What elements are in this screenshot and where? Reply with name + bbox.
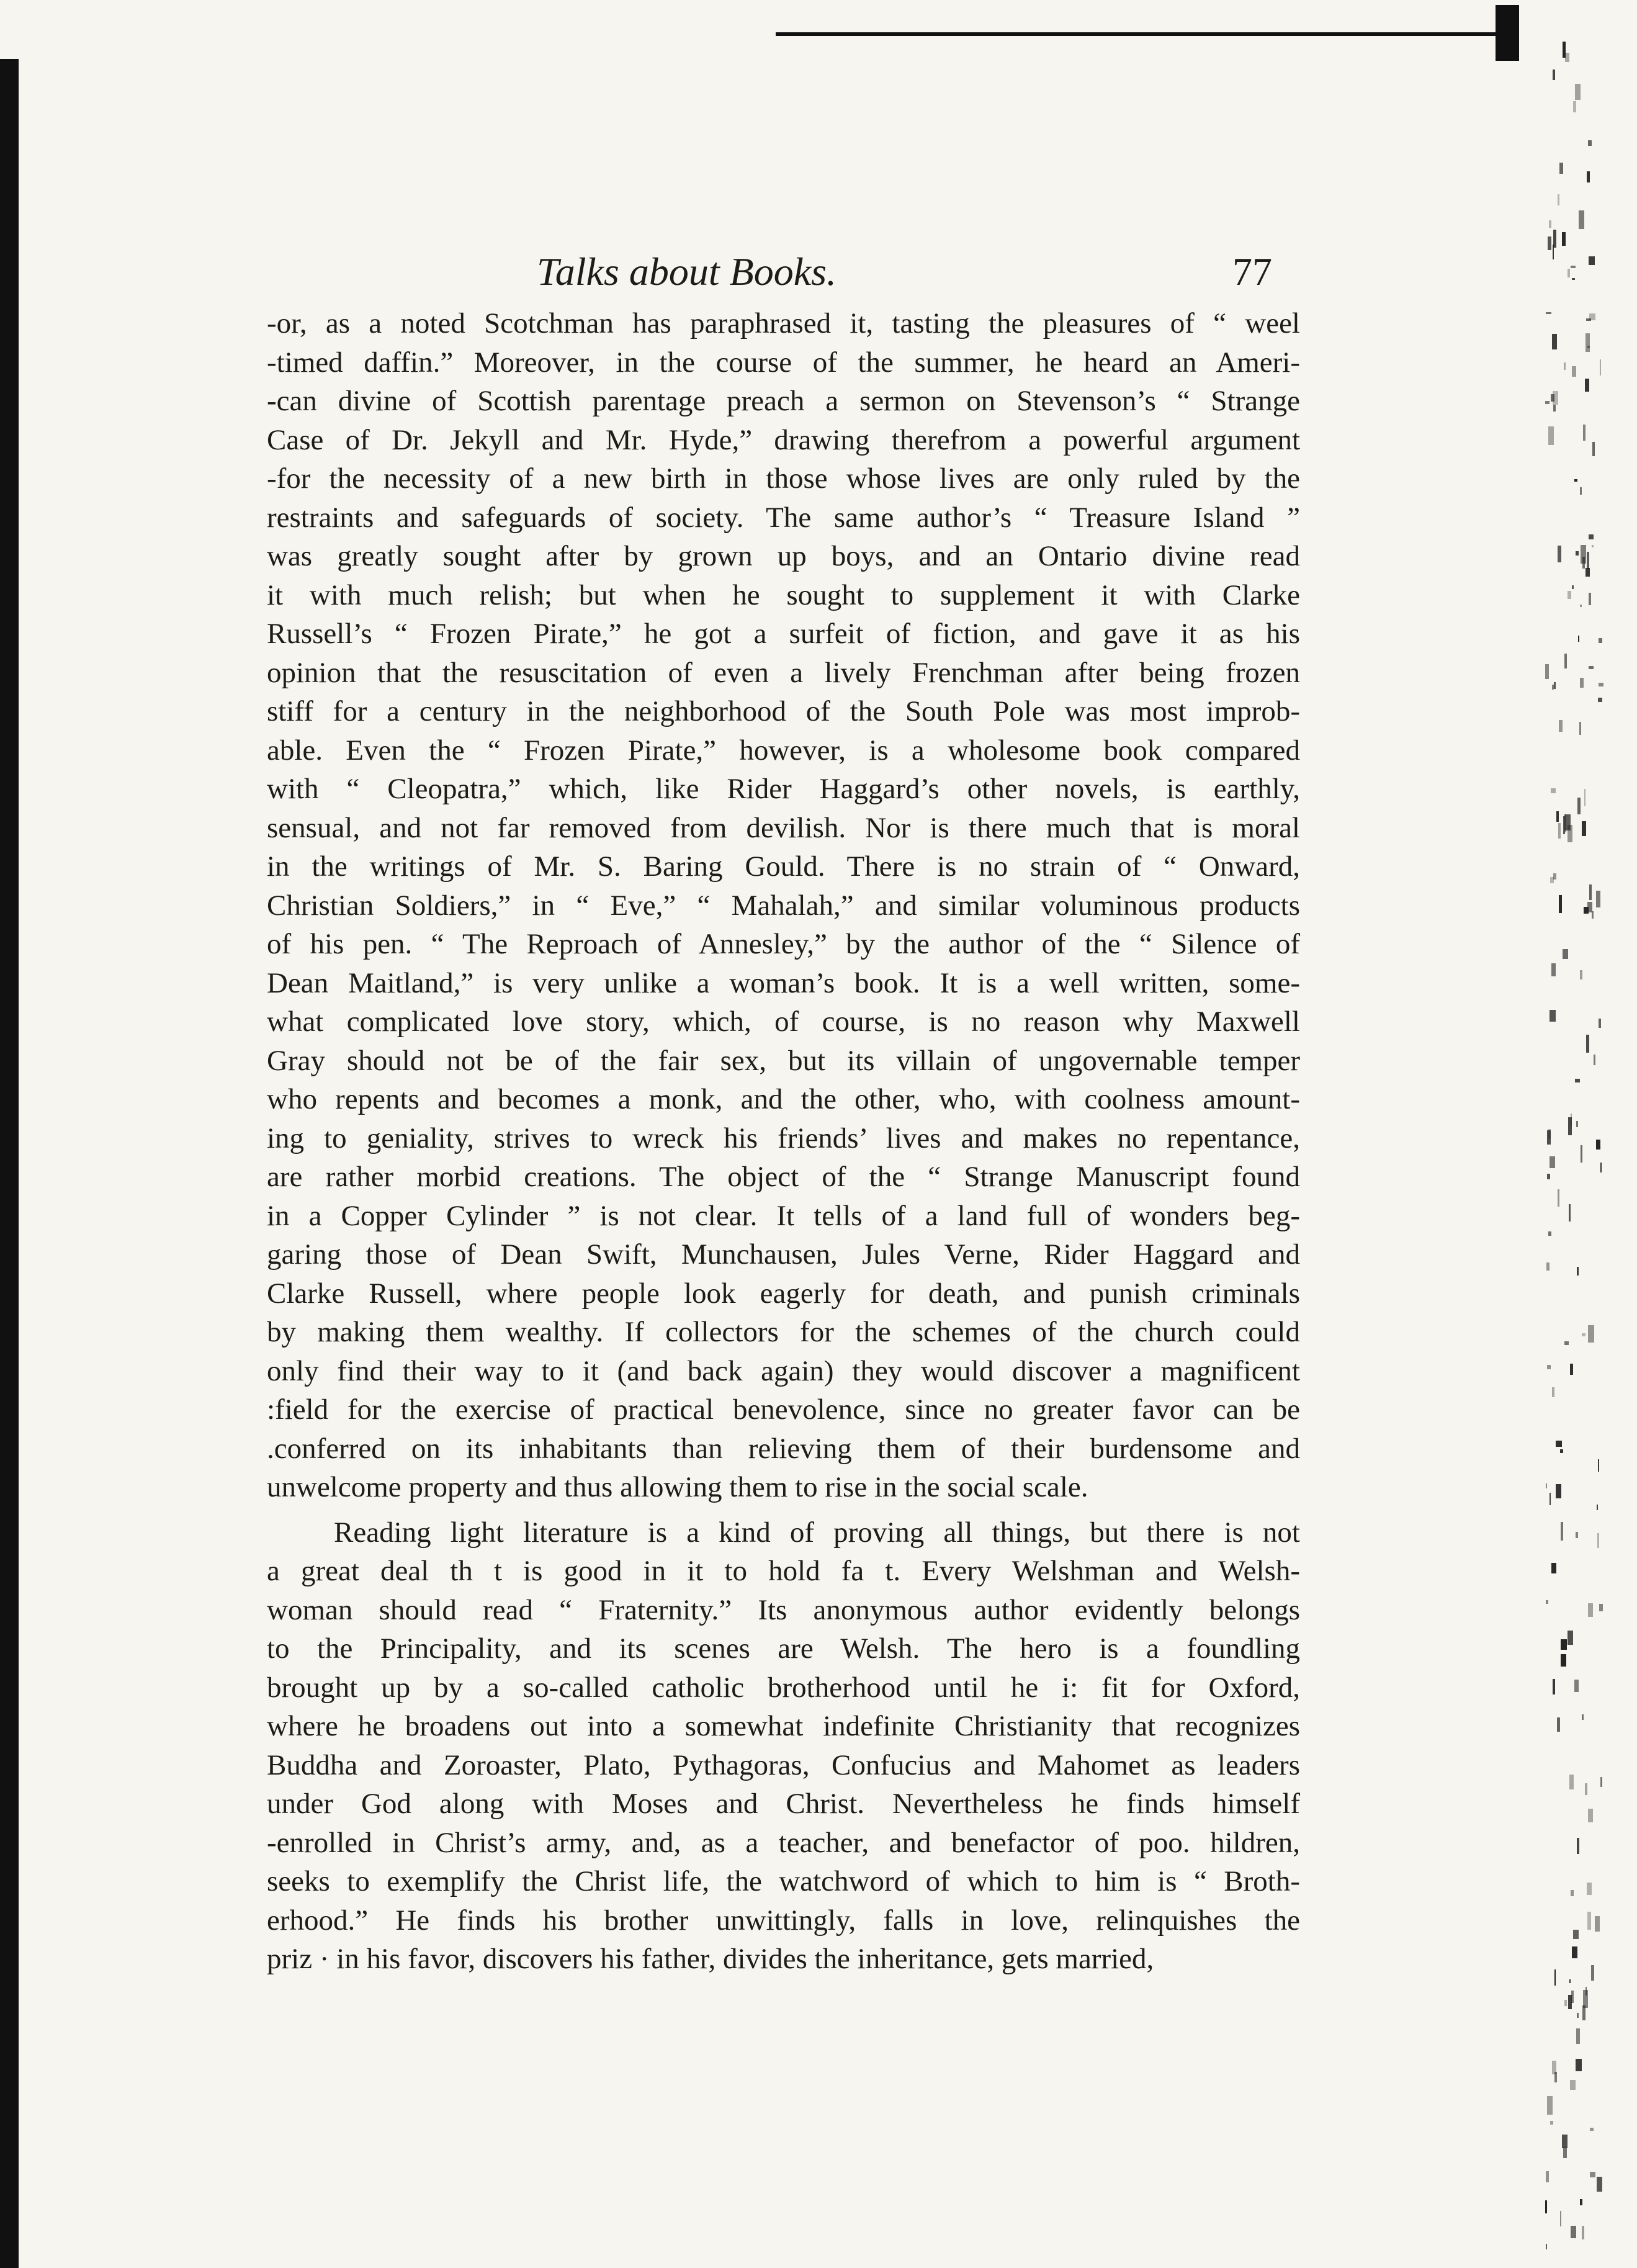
scan-speck xyxy=(1599,1019,1601,1028)
scan-speck xyxy=(1587,552,1589,569)
scan-speck xyxy=(1563,2148,1567,2158)
scan-speck xyxy=(1564,1341,1569,1345)
scan-speck xyxy=(1576,2059,1582,2072)
scan-speck xyxy=(1568,1117,1572,1135)
scan-speck xyxy=(1578,636,1579,641)
scan-speck xyxy=(1559,720,1563,732)
text-line: to the Principality, and its scenes are Welsh. The hero is a foundling xyxy=(267,1632,1300,1665)
scan-speck xyxy=(1576,1532,1578,1538)
text-line: :field for the exercise of practical benevolence, since no greater favor can be xyxy=(267,1393,1300,1426)
text-line: priz · in his favor, discovers his father, divides the inheritance, gets married, xyxy=(267,1943,1154,1975)
scan-speck xyxy=(1561,1639,1567,1649)
scan-speck xyxy=(1584,789,1585,806)
text-line: -timed daffin.” Moreover, in the course of the summer, he heard an Ameri- xyxy=(267,346,1300,379)
scan-speck xyxy=(1564,654,1567,668)
scan-speck xyxy=(1558,194,1559,205)
scan-speck xyxy=(1587,171,1590,182)
scan-speck xyxy=(1581,545,1586,564)
scan-speck xyxy=(1568,1995,1572,2009)
scan-speck xyxy=(1569,1775,1574,1789)
scan-speck xyxy=(1553,1679,1555,1694)
scan-speck xyxy=(1586,318,1592,321)
page-number: 77 xyxy=(1232,250,1272,294)
scan-speck xyxy=(1567,1631,1573,1645)
text-line: woman should read “ Fraternity.” Its anonymous author evidently belongs xyxy=(267,1593,1300,1626)
text-line: -can divine of Scottish parentage preach a sermon on Stevenson’s “ Strange xyxy=(267,385,1300,417)
scan-speck xyxy=(1558,823,1561,839)
scan-speck xyxy=(1591,1965,1594,1981)
scan-speck xyxy=(1580,2199,1582,2205)
scan-speck xyxy=(1561,1654,1566,1667)
scan-speck xyxy=(1585,333,1590,352)
scan-speck xyxy=(1582,1714,1584,1720)
scan-speck xyxy=(1552,1387,1554,1397)
text-line: opinion that the resuscitation of even a lively Frenchman after being frozen xyxy=(267,656,1300,689)
scan-speck xyxy=(1549,220,1551,228)
scan-speck xyxy=(1571,2226,1576,2238)
scan-left-edge xyxy=(0,59,19,2268)
text-line: Christian Soldiers,” in “ Eve,” “ Mahalah,” and similar voluminous products xyxy=(267,889,1300,922)
scan-speck xyxy=(1548,1231,1552,1236)
scan-speck xyxy=(1561,1522,1563,1541)
scan-speck xyxy=(1572,278,1575,280)
scan-speck xyxy=(1545,2200,1547,2213)
text-line: .conferred on its inhabitants than relieving them of their burdensome and xyxy=(267,1432,1300,1465)
scan-speck xyxy=(1558,546,1561,563)
scan-speck xyxy=(1548,426,1554,445)
scan-speck xyxy=(1596,1140,1600,1150)
scan-speck xyxy=(1548,236,1551,250)
scan-speck xyxy=(1547,1174,1550,1179)
scan-speck xyxy=(1597,2177,1602,2192)
scan-speck xyxy=(1589,534,1594,540)
scan-top-rule xyxy=(776,32,1496,36)
text-line: ing to geniality, strives to wreck his friends’ lives and makes no repentance, xyxy=(267,1122,1300,1154)
scan-speck xyxy=(1553,873,1556,880)
scan-speck xyxy=(1546,2171,1549,2182)
page-body xyxy=(267,304,1300,1979)
scan-speck xyxy=(1599,683,1603,686)
scan-speck xyxy=(1556,811,1559,822)
scan-speck xyxy=(1573,101,1577,112)
scan-speck xyxy=(1550,1493,1551,1505)
scan-speck xyxy=(1562,232,1565,246)
running-title: Talks about Books. xyxy=(537,250,836,294)
paragraph-gap xyxy=(267,1507,1300,1513)
scan-speck xyxy=(1600,359,1602,376)
scan-speck xyxy=(1579,722,1581,735)
scan-speck xyxy=(1546,1262,1550,1271)
scan-speck xyxy=(1597,1505,1599,1510)
scan-speck xyxy=(1571,266,1576,269)
scan-speck xyxy=(1589,256,1594,265)
text-line: Reading light literature is a kind of proving all things, but there is not xyxy=(334,1516,1300,1549)
scan-speck xyxy=(1583,425,1585,440)
scan-speck xyxy=(1588,140,1592,146)
text-line: Case of Dr. Jekyll and Mr. Hyde,” drawing therefrom a powerful argument xyxy=(267,423,1300,456)
scan-speck xyxy=(1567,591,1571,598)
scan-speck xyxy=(1552,334,1558,350)
scan-speck xyxy=(1590,2128,1593,2131)
scan-speck xyxy=(1587,1912,1592,1930)
scan-speck xyxy=(1588,1325,1594,1343)
scan-speck xyxy=(1570,2080,1576,2089)
scan-speck xyxy=(1558,1189,1559,1206)
scan-speck xyxy=(1583,1990,1588,2008)
scan-speck xyxy=(1577,1267,1579,1276)
scan-speck xyxy=(1587,346,1590,348)
text-line: was greatly sought after by grown up boys, and an Ontario divine read xyxy=(267,540,1300,572)
text-line: restraints and safeguards of society. The same author’s “ Treasure Island ” xyxy=(267,501,1300,534)
scan-speck xyxy=(1580,678,1584,688)
scan-speck xyxy=(1573,1930,1578,1939)
scan-speck xyxy=(1550,1010,1556,1022)
text-line: under God along with Moses and Christ. Nevertheless he finds himself xyxy=(267,1788,1300,1820)
scan-speck xyxy=(1563,949,1568,959)
scan-speck xyxy=(1592,442,1595,456)
scan-speck xyxy=(1598,698,1602,702)
scan-speck xyxy=(1582,2226,1584,2239)
scan-speck xyxy=(1576,2028,1580,2043)
scan-speck xyxy=(1599,638,1602,643)
text-line: stiff for a century in the neighborhood of the South Pole was most improb- xyxy=(267,695,1300,727)
scan-speck xyxy=(1579,210,1584,229)
text-line: who repents and becomes a monk, and the other, who, with coolness amount- xyxy=(267,1083,1300,1115)
scan-speck xyxy=(1557,1717,1560,1732)
scan-speck xyxy=(1572,585,1574,589)
scan-speck xyxy=(1567,269,1570,277)
scan-speck xyxy=(1554,682,1556,689)
scan-speck xyxy=(1546,1600,1548,1604)
scan-speck xyxy=(1585,568,1590,577)
scan-speck xyxy=(1589,666,1593,669)
scan-speck xyxy=(1545,664,1549,678)
text-line: able. Even the “ Frozen Pirate,” however, is a wholesome book compared xyxy=(267,734,1300,767)
text-line: -for the necessity of a new birth in those whose lives are only ruled by the xyxy=(267,462,1300,495)
scan-speck xyxy=(1577,798,1581,814)
text-line: brought up by a so-called catholic brotherhood until he i: fit for Oxford, xyxy=(267,1671,1300,1704)
scan-speck xyxy=(1560,1449,1563,1452)
scan-speck xyxy=(1556,1484,1561,1498)
scan-speck xyxy=(1546,1483,1547,1488)
scan-right-edge xyxy=(1533,37,1607,2268)
text-line: sensual, and not far removed from devilish. Nor is there much that is moral xyxy=(267,811,1300,844)
scan-speck xyxy=(1564,362,1566,370)
scan-speck xyxy=(1580,487,1582,495)
scan-speck xyxy=(1551,1563,1556,1573)
text-line: garing those of Dean Swift, Munchausen, Jules Verne, Rider Haggard and xyxy=(267,1238,1300,1271)
scan-speck xyxy=(1572,366,1576,377)
scan-speck xyxy=(1547,2096,1553,2115)
scan-speck xyxy=(1594,1055,1595,1065)
text-line: it with much relish; but when he sought to supplement it with Clarke xyxy=(267,578,1300,611)
text-line: only find their way to it (and back again) they would discover a magnificent xyxy=(267,1354,1300,1387)
text-line: with “ Cleopatra,” which, like Rider Haggard’s other novels, is earthly, xyxy=(267,773,1300,805)
scan-speck xyxy=(1556,1441,1562,1447)
scan-speck xyxy=(1567,825,1572,842)
scan-speck xyxy=(1588,1603,1593,1617)
text-line: in a Copper Cylinder ” is not clear. It tells of a land full of wonders beg- xyxy=(267,1199,1300,1232)
text-line: Gray should not be of the fair sex, but its villain of ungovernable temper xyxy=(267,1044,1300,1077)
scan-speck xyxy=(1553,245,1554,259)
scan-speck xyxy=(1550,2121,1553,2124)
scan-speck xyxy=(1552,2061,1557,2074)
scan-speck xyxy=(1588,1809,1593,1822)
scan-speck xyxy=(1570,1364,1573,1375)
paragraph xyxy=(267,1513,1300,1979)
scan-speck xyxy=(1600,1163,1602,1172)
scan-speck xyxy=(1551,963,1556,976)
scan-speck xyxy=(1597,1533,1599,1548)
scan-speck xyxy=(1547,1365,1551,1369)
scan-speck xyxy=(1575,84,1581,101)
text-line: of his pen. “ The Reproach of Annesley,” by the author of the “ Silence of xyxy=(267,928,1300,960)
text-line: a great deal th t is good in it to hold fa t. Every Welshman and Welsh- xyxy=(267,1555,1300,1587)
scan-speck xyxy=(1559,895,1561,913)
running-header xyxy=(267,241,1272,309)
scan-speck xyxy=(1550,1156,1555,1169)
text-line: are rather morbid creations. The object of the “ Strange Manuscript found xyxy=(267,1161,1300,1193)
scan-speck xyxy=(1596,891,1601,907)
scan-speck xyxy=(1546,2244,1547,2249)
scan-speck xyxy=(1592,545,1594,547)
scan-speck xyxy=(1572,1946,1577,1958)
scan-speck xyxy=(1599,1604,1603,1611)
scan-speck xyxy=(1590,2172,1595,2177)
scan-speck xyxy=(1587,1883,1591,1895)
scan-top-corner xyxy=(1496,5,1519,61)
text-line: by making them wealthy. If collectors for the schemes of the church could xyxy=(267,1316,1300,1348)
scan-speck xyxy=(1554,1969,1556,1986)
scan-speck xyxy=(1571,1890,1574,1896)
scan-speck xyxy=(1551,788,1555,793)
scan-speck xyxy=(1563,42,1566,58)
scan-speck xyxy=(1595,1916,1600,1931)
text-line: what complicated love story, which, of course, is no reason why Maxwell xyxy=(267,1006,1300,1038)
scan-speck xyxy=(1580,970,1582,979)
text-line: Russell’s “ Frozen Pirate,” he got a surfeit of fiction, and gave it as his xyxy=(267,618,1300,650)
scan-speck xyxy=(1589,884,1591,900)
scan-speck xyxy=(1585,1783,1587,1795)
scan-speck xyxy=(1582,1333,1585,1337)
text-line: Dean Maitland,” is very unlike a woman’s book. It is a well written, some- xyxy=(267,966,1300,999)
text-line: -enrolled in Christ’s army, and, as a teacher, and benefactor of poo. hildren, xyxy=(267,1826,1300,1859)
scan-speck xyxy=(1580,605,1582,607)
scan-speck xyxy=(1565,53,1569,62)
scan-speck xyxy=(1553,391,1558,405)
scan-speck xyxy=(1564,2000,1567,2006)
text-line: erhood.” He finds his brother unwittingly, falls in love, relinquishes the xyxy=(267,1904,1300,1937)
scan-speck xyxy=(1560,2211,1561,2226)
scan-speck xyxy=(1577,2013,1579,2018)
scan-speck xyxy=(1553,70,1556,80)
scan-speck xyxy=(1589,593,1591,605)
paragraph xyxy=(267,304,1300,1507)
scan-speck xyxy=(1577,1838,1579,1854)
scan-speck xyxy=(1547,1130,1551,1145)
scan-speck xyxy=(1569,1979,1571,1983)
scan-speck xyxy=(1586,1035,1589,1053)
scan-speck xyxy=(1575,1079,1579,1082)
text-line: -or, as a noted Scotchman has paraphrased it, tasting the pleasures of “ weel xyxy=(267,307,1300,340)
scan-speck xyxy=(1574,1680,1578,1692)
scan-speck xyxy=(1581,1145,1582,1163)
text-line: Clarke Russell, where people look eagerly for death, and punish criminals xyxy=(267,1277,1300,1310)
text-line: in the writings of Mr. S. Baring Gould. There is no strain of “ Onward, xyxy=(267,850,1300,883)
scan-speck xyxy=(1559,163,1563,174)
text-line: where he broadens out into a somewhat indefinite Christianity that recognizes xyxy=(267,1710,1300,1742)
scan-speck xyxy=(1576,1121,1578,1127)
scan-speck xyxy=(1598,1459,1600,1472)
text-line: seeks to exemplify the Christ life, the watchword of which to him is “ Broth- xyxy=(267,1865,1300,1897)
scan-speck xyxy=(1600,1777,1602,1787)
scan-speck xyxy=(1592,911,1594,919)
scan-speck xyxy=(1546,312,1551,315)
scan-speck xyxy=(1576,551,1579,556)
scan-speck xyxy=(1585,379,1590,392)
scan-speck xyxy=(1545,401,1550,404)
scan-speck xyxy=(1569,1204,1571,1222)
scan-speck xyxy=(1562,2135,1567,2148)
text-line: unwelcome property and thus allowing them to rise in the social scale. xyxy=(267,1471,1088,1503)
text-line: Buddha and Zoroaster, Plato, Pythagoras, Confucius and Mahomet as leaders xyxy=(267,1748,1300,1781)
scan-speck xyxy=(1574,479,1577,482)
scan-speck xyxy=(1582,821,1586,836)
scan-speck xyxy=(1553,405,1555,412)
